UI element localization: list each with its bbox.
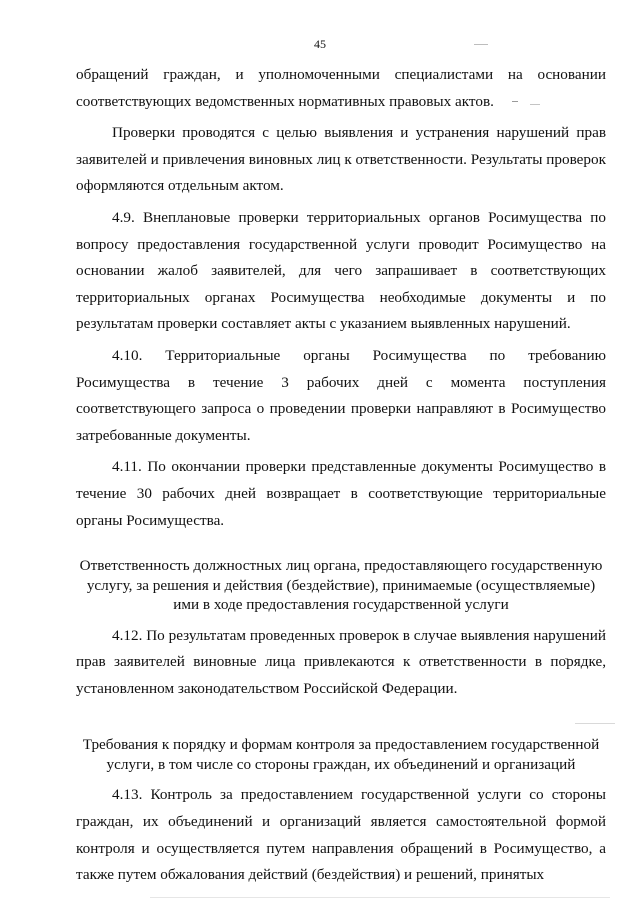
heading-line: услуги, в том числе со стороны граждан, их объединений и организаций bbox=[106, 755, 576, 773]
paragraph-4-9: 4.9. Внеплановые проверки территориальных органов Росимущества по вопросу предоставления государственной услуги проводит Росимущество на основании жалоб заявителей, для чего запрашивает в соответствующих территориальных органах Росимущества необходимые документы и по результатам проверки составляет акты с указанием выявленных нарушений. bbox=[76, 208, 606, 333]
scan-artifact bbox=[474, 44, 488, 45]
paragraph-4-13: 4.13. Контроль за предоставлением государственной услуги со стороны граждан, их объединений и организаций является самостоятельной формой контроля и осуществляется путем направления обращений в Росимущество, а также путем обжалования действий (бездействия) и решений, принятых bbox=[76, 786, 606, 884]
paragraph-4-11: 4.11. По окончании проверки представленные документы Росимущество в течение 30 рабочих дней возвращает в соответствующие территориальные органы Росимущества. bbox=[76, 458, 606, 529]
page-number: 45 bbox=[314, 37, 326, 51]
heading-line: ими в ходе предоставления государственной услуги bbox=[173, 596, 509, 614]
heading-line: Требования к порядку и формам контроля за предоставлением государственной bbox=[82, 736, 600, 754]
paragraph-4-10: 4.10. Территориальные органы Росимущества по требованию Росимущества в течение 3 рабочих дней с момента поступления соответствующего запроса о проведении проверки направляют в Росимущество затребованные документы. bbox=[76, 346, 606, 444]
section-heading-control-requirements bbox=[76, 735, 606, 774]
heading-line: Ответственность должностных лиц органа, предоставляющего государственную bbox=[79, 557, 603, 575]
heading-line: услугу, за решения и действия (бездействие), принимаемые (осуществляемые) bbox=[86, 576, 596, 594]
document-body bbox=[76, 62, 606, 889]
scan-line bbox=[150, 897, 610, 898]
section-heading-responsibility bbox=[76, 556, 606, 615]
paragraph: Проверки проводятся с целью выявления и устранения нарушений прав заявителей и привлечения виновных лиц к ответственности. Результаты проверок оформляются отдельным актом. bbox=[76, 124, 606, 195]
paragraph-continuation: обращений граждан, и уполномоченными специалистами на основании соответствующих ведомственных нормативных правовых актов. bbox=[76, 66, 606, 110]
paragraph-4-12: 4.12. По результатам проведенных проверок в случае выявления нарушений прав заявителей виновные лица привлекаются к ответственности в порядке, установленном законодательством Российской Федерации. bbox=[76, 626, 606, 697]
